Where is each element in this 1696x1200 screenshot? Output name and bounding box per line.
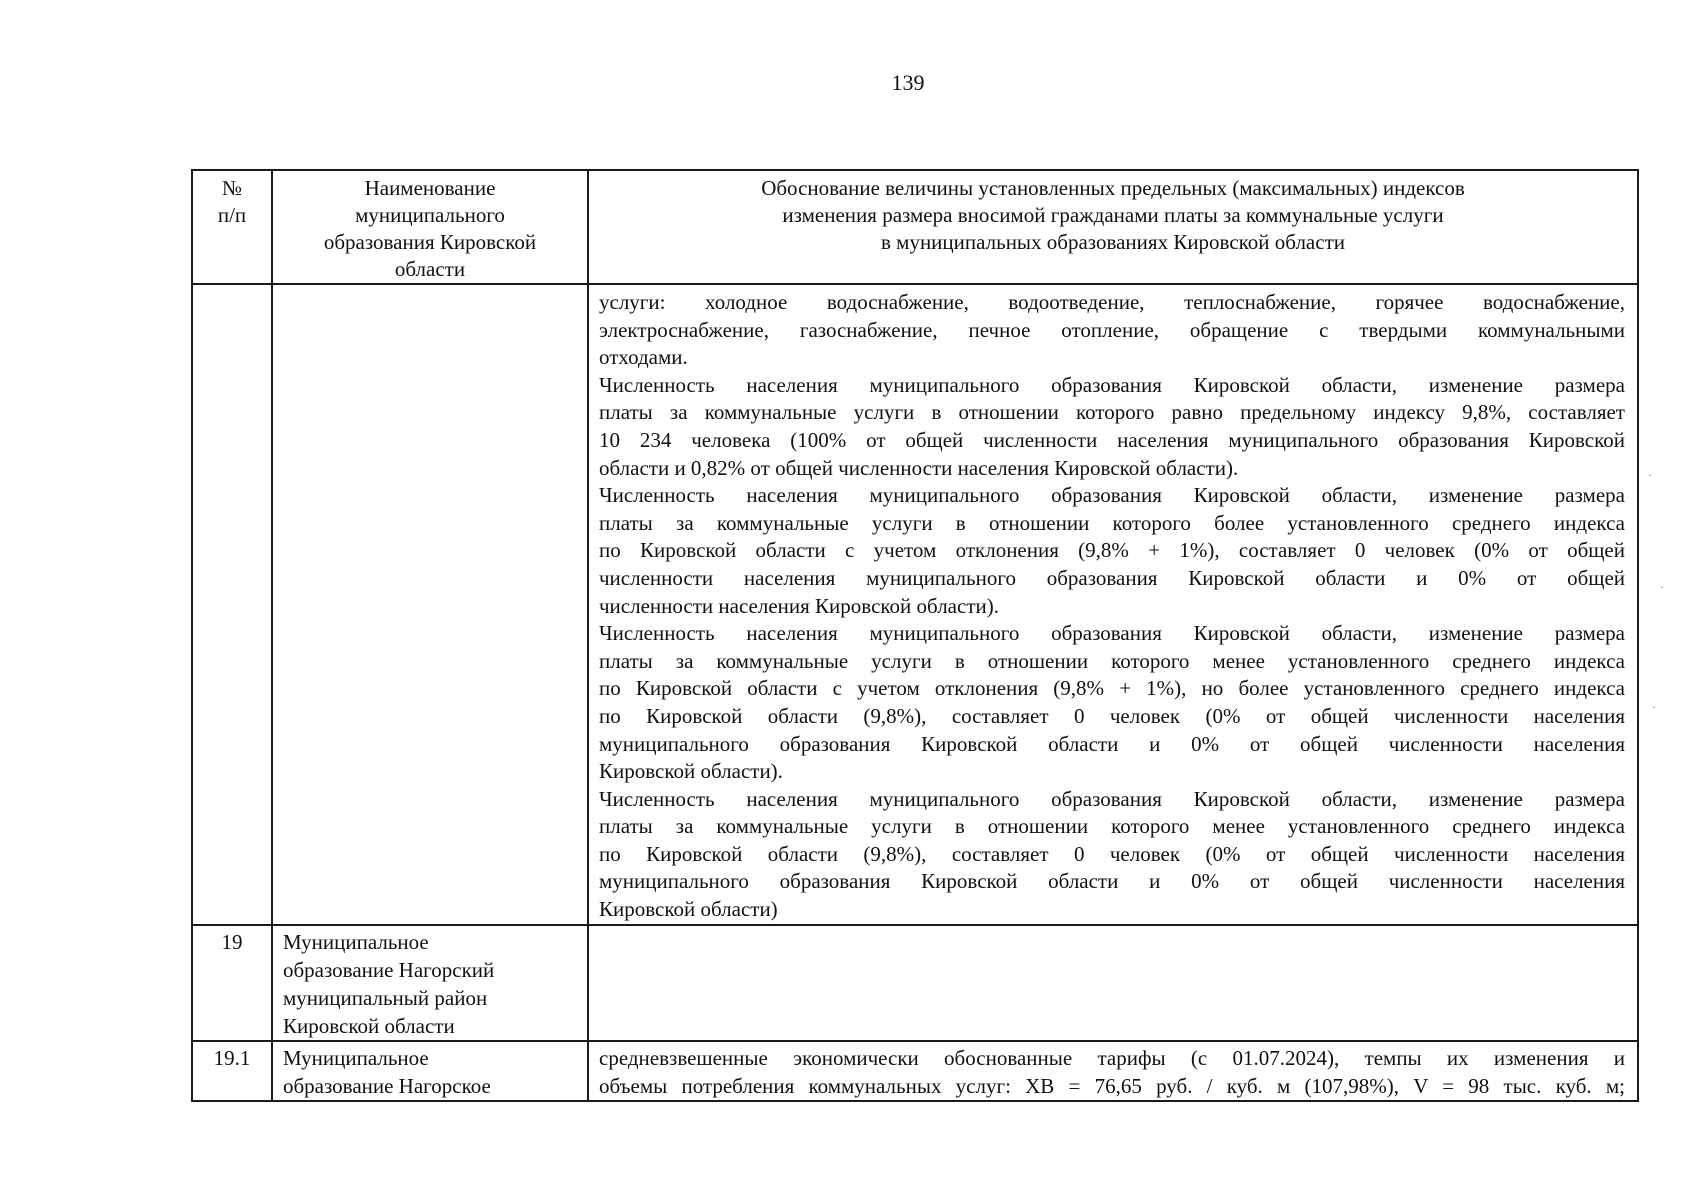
row-name-line: образование Нагорский: [283, 957, 495, 982]
text-line: по Кировской области с учетом отклонения (9,8% + 1%), но более установленного среднего индекса: [599, 676, 1625, 701]
row-name-line: муниципальный район: [283, 985, 488, 1010]
text-line: Кировской области): [599, 897, 778, 922]
scan-speck: ·: [1660, 580, 1664, 594]
table-row-continuation: [192, 284, 1638, 925]
row-name-line: образование Нагорское: [283, 1073, 491, 1098]
header-name-line: муниципального: [355, 203, 505, 227]
text-line: по Кировской области с учетом отклонения (9,8% + 1%), составляет 0 человек (0% от общей: [599, 538, 1625, 563]
row-name-cell: [272, 284, 588, 925]
text-line: платы за коммунальные услуги в отношении которого равно предельному индексу 9,8%, составляет: [599, 400, 1625, 425]
row-justification-cell: [588, 1041, 1638, 1101]
text-line: численности населения Кировской области).: [599, 593, 999, 618]
text-line: средневзвешенные экономически обоснованные тарифы (с 01.07.2024), темпы их изменения и: [599, 1045, 1625, 1070]
text-line: Численность населения муниципального образования Кировской области, изменение размера: [599, 372, 1625, 397]
header-num: [192, 170, 272, 284]
header-num-line: №: [221, 176, 243, 200]
table-header-row: [192, 170, 1638, 284]
row-name-cell: [272, 1041, 588, 1101]
text-line: 10 234 человека (100% от общей численности населения муниципального образования Кировской: [599, 427, 1625, 452]
header-justification-line: изменения размера вносимой гражданами платы за коммунальные услуги: [782, 203, 1444, 227]
text-line: муниципального образования Кировской области и 0% от общей численности населения: [599, 731, 1625, 756]
header-name-line: Наименование: [364, 176, 496, 200]
text-line: отходами.: [599, 345, 688, 370]
text-line: численности населения муниципального образования Кировской области и 0% от общей: [599, 565, 1625, 590]
row-num-cell: 19: [192, 925, 272, 1041]
page-number: 139: [891, 70, 925, 95]
header-name-line: образования Кировской: [323, 230, 537, 254]
text-line: Численность населения муниципального образования Кировской области, изменение размера: [599, 786, 1625, 811]
table-row-19: [192, 925, 1638, 1041]
row-justification-cell: [588, 925, 1638, 1041]
text-line: объемы потребления коммунальных услуг: ХВ = 76,65 руб. / куб. м (107,98%), V = 98 тыс. куб. м;: [599, 1073, 1625, 1098]
header-num-line: п/п: [217, 203, 247, 227]
text-line: платы за коммунальные услуги в отношении которого менее установленного среднего индекса: [599, 814, 1625, 839]
row-name-line: Муниципальное: [283, 1045, 429, 1070]
header-justification-line: Обоснование величины установленных предельных (максимальных) индексов: [761, 176, 1465, 200]
row-num-cell: [192, 284, 272, 925]
scan-speck: ·: [1648, 468, 1652, 482]
text-line: Численность населения муниципального образования Кировской области, изменение размера: [599, 483, 1625, 508]
row-justification-cell: [588, 284, 1638, 925]
header-name: [272, 170, 588, 284]
text-line: Численность населения муниципального образования Кировской области, изменение размера: [599, 621, 1625, 646]
text-line: по Кировской области (9,8%), составляет 0 человек (0% от общей численности населения: [599, 841, 1625, 866]
scan-speck: ·: [1652, 700, 1656, 714]
justification-table: [191, 169, 1639, 1102]
text-line: муниципального образования Кировской области и 0% от общей численности населения: [599, 869, 1625, 894]
text-line: платы за коммунальные услуги в отношении которого менее установленного среднего индекса: [599, 648, 1625, 673]
table-row-19-1: [192, 1041, 1638, 1101]
text-line: платы за коммунальные услуги в отношении которого более установленного среднего индекса: [599, 510, 1625, 535]
row-name-line: Кировской области: [283, 1013, 455, 1038]
text-line: по Кировской области (9,8%), составляет 0 человек (0% от общей численности населения: [599, 703, 1625, 728]
header-name-line: области: [394, 257, 466, 281]
text-line: Кировской области).: [599, 759, 783, 784]
header-justification-line: в муниципальных образованиях Кировской области: [880, 230, 1345, 254]
row-name-line: Муниципальное: [283, 929, 429, 954]
row-num-cell: 19.1: [192, 1041, 272, 1101]
row-name-cell: [272, 925, 588, 1041]
text-line: области и 0,82% от общей численности населения Кировской области).: [599, 455, 1239, 480]
text-line: услуги: холодное водоснабжение, водоотведение, теплоснабжение, горячее водоснабжение,: [599, 290, 1625, 314]
text-line: электроснабжение, газоснабжение, печное отопление, обращение с твердыми коммунальными: [599, 317, 1625, 342]
header-justification: [588, 170, 1638, 284]
